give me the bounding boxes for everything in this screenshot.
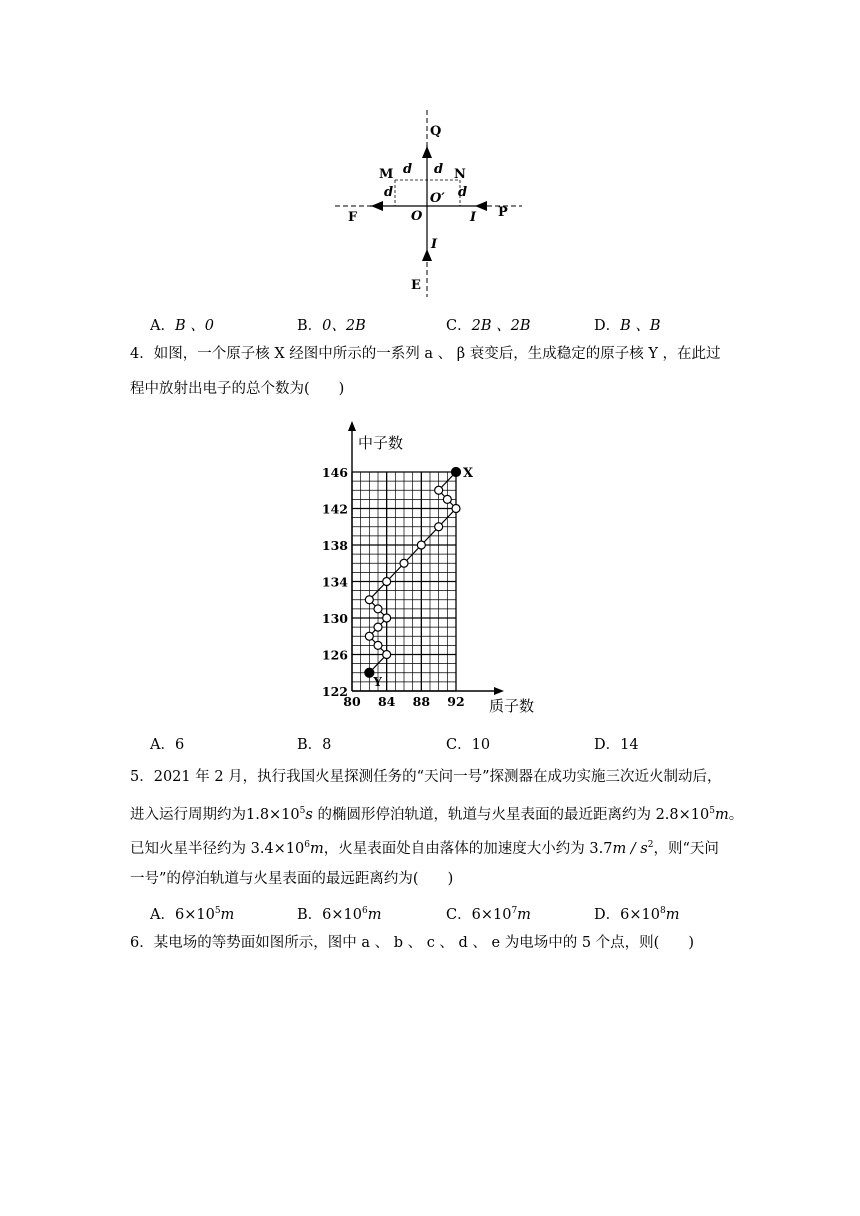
arrow-left-icon xyxy=(371,201,383,211)
q4-stem-line1: 4．如图，一个原子核 X 经图中所示的一系列 a 、 β 衰变后，生成稳定的原子核 Y ，在此过 xyxy=(130,346,721,362)
label-P: P xyxy=(498,205,508,220)
q6-stem: 6．某电场的等势面如图所示，图中 a 、 b 、 c 、 d 、 e 为电场中的 5 个点，则( ) xyxy=(130,935,694,951)
q5-stem-line1: 5．2021 年 2 月，执行我国火星探测任务的“天问一号”探测器在成功实施三次近火制动后， xyxy=(130,769,722,785)
label-I-top: I xyxy=(431,237,438,252)
x-tick-label: 88 xyxy=(412,694,431,709)
label-X: X xyxy=(463,466,474,481)
q4-option-c[interactable]: C．10 xyxy=(446,737,491,753)
y-tick-label: 122 xyxy=(321,684,348,699)
decay-point xyxy=(383,578,391,586)
y-axis-arrow-icon xyxy=(348,421,356,431)
q3-option-c[interactable]: C．2B 、2B xyxy=(446,318,531,334)
decay-point xyxy=(383,614,391,622)
label-d3: d xyxy=(384,185,394,200)
decay-point xyxy=(374,623,382,631)
q5-stem-line3: 已知火星半径约为 $3.4\times 10^6m$，火星表面处自由落体的加速度大小约为 $3.7m / s^2$，则“天问 xyxy=(130,840,719,857)
q4-option-d[interactable]: D．14 xyxy=(594,737,639,753)
y-tick-label: 126 xyxy=(321,647,348,663)
label-E: E xyxy=(411,278,421,293)
nucleus-x-point xyxy=(452,468,461,477)
y-axis-label: 中子数 xyxy=(358,434,404,452)
label-M: M xyxy=(379,167,394,182)
q3-option-d[interactable]: D．B 、B xyxy=(594,318,661,334)
decay-point xyxy=(435,523,443,531)
q5-option-a[interactable]: A．$6\times 10^5m$ xyxy=(150,906,235,923)
y-tick-label: 146 xyxy=(321,465,348,480)
label-d1: d xyxy=(403,162,413,177)
decay-point xyxy=(365,596,373,604)
label-d2: d xyxy=(434,162,444,177)
x-tick-label: 92 xyxy=(447,694,465,709)
q5-option-b[interactable]: B．$6\times 10^6m$ xyxy=(297,906,382,923)
wire-diagram xyxy=(330,105,530,300)
decay-point xyxy=(443,495,451,503)
label-N: N xyxy=(454,167,466,182)
decay-point xyxy=(400,559,408,567)
label-d4: d xyxy=(458,185,468,200)
x-tick-label: 84 xyxy=(377,694,396,709)
y-tick-label: 130 xyxy=(321,611,348,626)
q5-stem-line2: 进入运行周期约为$1.8\times 10^5s$ 的椭圆形停泊轨道，轨道与火星表面的最近距离约为 $2.8\times 10^5m$。 xyxy=(130,806,744,823)
y-tick-label: 142 xyxy=(321,501,348,517)
x-tick-label: 80 xyxy=(343,694,361,709)
label-Q: Q xyxy=(430,124,442,139)
label-Y: Y xyxy=(373,674,382,689)
label-I-right: I xyxy=(470,210,477,225)
y-tick-label: 134 xyxy=(321,574,348,590)
decay-chart xyxy=(310,415,560,720)
q3-option-a[interactable]: A．B 、0 xyxy=(150,318,214,334)
q5-option-c[interactable]: C．$6\times 10^7m$ xyxy=(446,906,531,923)
y-tick-label: 138 xyxy=(321,538,348,553)
label-O-prime: O′ xyxy=(430,191,445,206)
q5-option-d[interactable]: D．$6\times 10^8m$ xyxy=(594,906,680,923)
decay-point xyxy=(383,651,391,659)
decay-point xyxy=(365,632,373,640)
decay-point xyxy=(452,505,460,513)
decay-point xyxy=(374,641,382,649)
x-axis-arrow-icon xyxy=(494,687,504,695)
x-axis-label: 质子数 xyxy=(489,697,535,715)
arrow-up-icon xyxy=(422,146,432,158)
decay-point xyxy=(374,605,382,613)
decay-point xyxy=(435,486,443,494)
label-O: O xyxy=(411,209,423,224)
decay-point xyxy=(417,541,425,549)
q4-option-b[interactable]: B．8 xyxy=(297,737,332,753)
q4-stem-line2: 程中放射出电子的总个数为( ) xyxy=(130,381,345,397)
label-F: F xyxy=(348,210,358,225)
q4-option-a[interactable]: A．6 xyxy=(150,737,185,753)
q3-option-b[interactable]: B．0、2B xyxy=(297,318,366,334)
arrow-left-icon xyxy=(475,201,487,211)
q5-stem-line4: 一号”的停泊轨道与火星表面的最远距离约为( ) xyxy=(130,871,454,887)
